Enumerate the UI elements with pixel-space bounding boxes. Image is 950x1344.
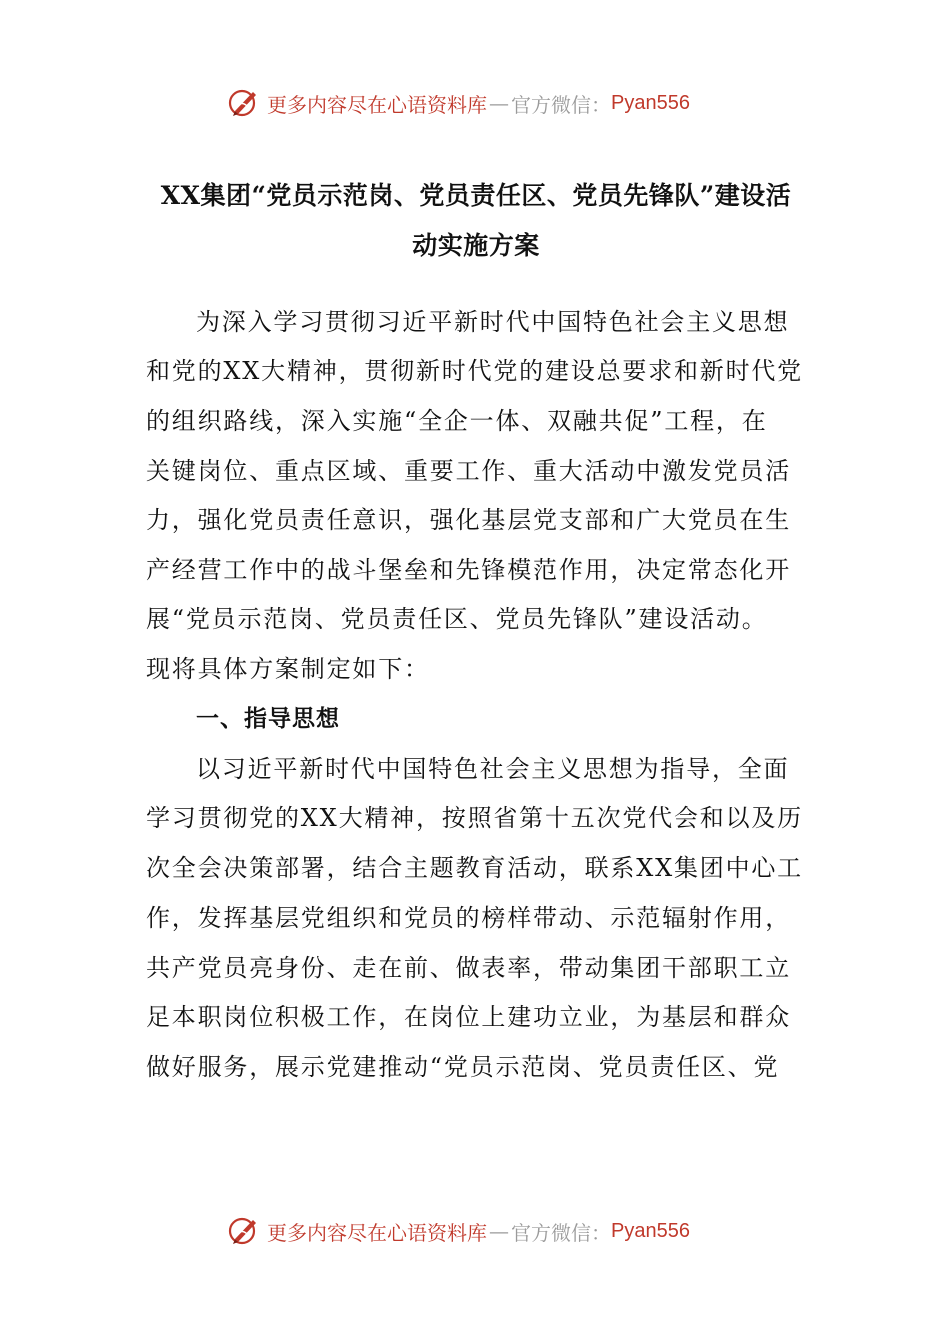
banner-label: 官方微信： — [511, 1220, 611, 1245]
banner-wechat-id: Pyan556 — [611, 1219, 690, 1242]
banner-label: 官方微信： — [511, 92, 611, 117]
document-title-line-1: XX集团“党员示范岗、党员责任区、党员先锋队”建设活 — [160, 181, 792, 210]
banner-dash: — — [489, 1219, 509, 1243]
intro-line: 和党的XX大精神，贯彻新时代党的建设总要求和新时代党 — [146, 357, 803, 385]
header-banner — [227, 86, 690, 120]
banner-slogan: 更多内容尽在心语资料库 — [267, 1220, 487, 1245]
section1-line: 学习贯彻党的XX大精神，按照省第十五次党代会和以及历 — [146, 804, 803, 832]
intro-line: 展“党员示范岗、党员责任区、党员先锋队”建设活动。 — [146, 605, 768, 633]
document-title-line-2: 动实施方案 — [412, 231, 540, 260]
intro-line: 产经营工作中的战斗堡垒和先锋模范作用，决定常态化开 — [146, 556, 791, 584]
section1-line: 作，发挥基层党组织和党员的榜样带动、示范辐射作用， — [146, 904, 791, 932]
intro-line: 现将具体方案制定如下： — [146, 655, 430, 683]
section1-line: 共产党员亮身份、走在前、做表率，带动集团干部职工立 — [146, 954, 791, 982]
intro-line: 力，强化党员责任意识，强化基层党支部和广大党员在生 — [146, 506, 791, 534]
section-heading-guiding-ideology: 一、指导思想 — [196, 706, 340, 732]
pen-logo-icon — [227, 1214, 261, 1248]
footer-banner — [227, 1214, 690, 1248]
banner-dash: — — [489, 91, 509, 115]
section1-line: 做好服务，展示党建推动“党员示范岗、党员责任区、党 — [146, 1053, 780, 1081]
intro-line: 为深入学习贯彻习近平新时代中国特色社会主义思想 — [196, 308, 790, 336]
banner-slogan: 更多内容尽在心语资料库 — [267, 92, 487, 117]
section1-line: 以习近平新时代中国特色社会主义思想为指导，全面 — [196, 755, 790, 783]
section1-line: 足本职岗位积极工作，在岗位上建功立业，为基层和群众 — [146, 1003, 791, 1031]
intro-line: 关键岗位、重点区域、重要工作、重大活动中激发党员活 — [146, 457, 791, 485]
pen-logo-icon — [227, 86, 261, 120]
section1-line: 次全会决策部署，结合主题教育活动，联系XX集团中心工 — [146, 854, 803, 882]
intro-line: 的组织路线，深入实施“全企一体、双融共促”工程，在 — [146, 407, 768, 435]
banner-wechat-id: Pyan556 — [611, 91, 690, 114]
